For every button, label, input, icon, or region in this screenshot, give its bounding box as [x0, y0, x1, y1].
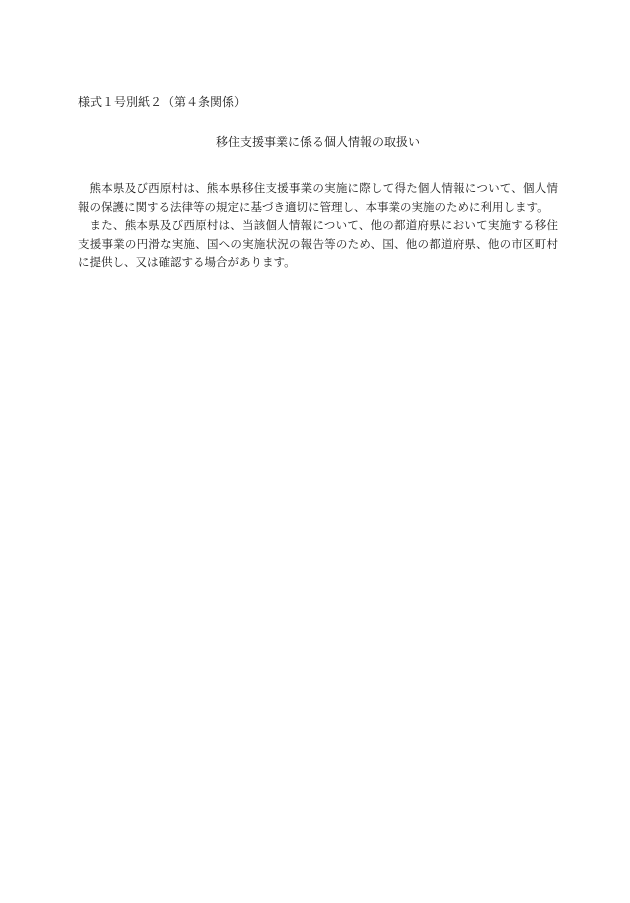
paragraph-2: また、熊本県及び西原村は、当該個人情報について、他の都道府県において実施する移住支援事業の円滑な実施、国への実施状況の報告等のため、国、他の都道府県、他の市区町村に提供し、又は確認する場合があります。: [78, 218, 558, 269]
document-body: [78, 179, 558, 272]
form-label: 様式１号別紙２（第４条関係）: [78, 95, 247, 109]
document-title: 移住支援事業に係る個人情報の取扱い: [215, 135, 420, 149]
paragraph-1: 熊本県及び西原村は、熊本県移住支援事業の実施に際して得た個人情報について、個人情報の保護に関する法律等の規定に基づき適切に管理し、本事業の実施のために利用します。: [78, 181, 558, 214]
